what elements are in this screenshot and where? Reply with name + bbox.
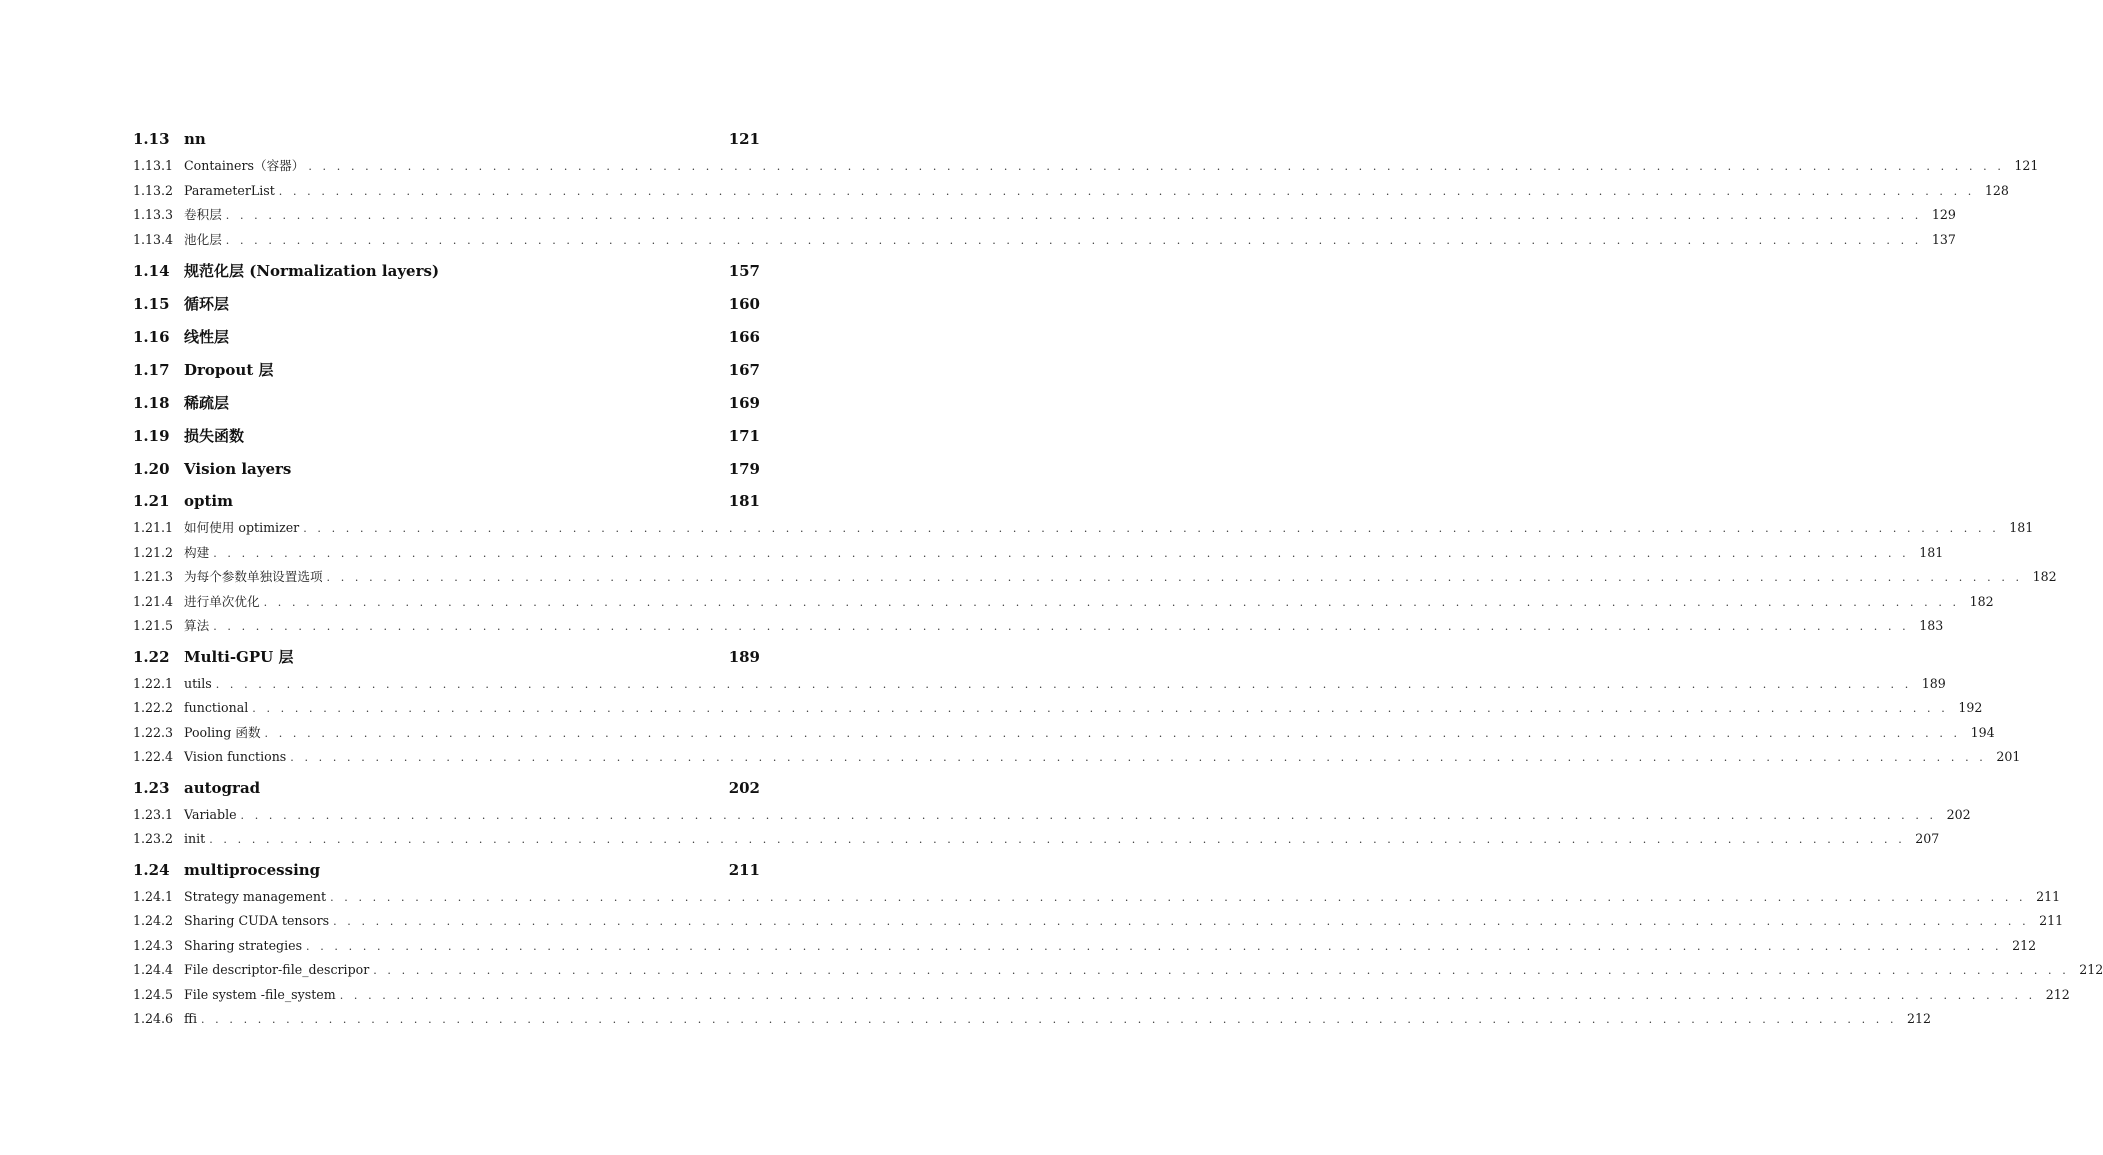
toc-section-number: 1.18 [133, 394, 170, 412]
toc-subsection-page-number: 194 [1970, 724, 1995, 740]
toc-dot-leader: . . . . . . . . . . . . . . . . . . . . . . . . . . . . . . . . . . . . . . . . . . . . . . . . . . . . . . . . . . . . . . . . . . . . . . . . . . . . . . . . . . . . . . . . . . . . . . . . . . . . . . . . . . . . . . . . . . . . . . . . [373, 964, 2070, 977]
toc-dot-leader: . . . . . . . . . . . . . . . . . . . . . . . . . . . . . . . . . . . . . . . . . . . . . . . . . . . . . . . . . . . . . . . . . . . . . . . . . . . . . . . . . . . . . . . . . . . . . . . . . . . . . . . . . . . . . . . . . . . . . . . . [326, 571, 2023, 584]
toc-subsection-entry[interactable] [133, 672, 1946, 697]
toc-section-entry[interactable] [133, 387, 760, 420]
toc-subsection-page-number: 207 [1915, 831, 1940, 846]
toc-section-entry[interactable] [133, 124, 760, 154]
toc-subsection-number: 1.21.1 [133, 520, 174, 535]
toc-subsection-entry[interactable] [133, 721, 1995, 746]
toc-subsection-entry[interactable] [133, 541, 1944, 566]
toc-subsection-entry[interactable] [133, 958, 2103, 983]
toc-section-entry[interactable] [133, 855, 760, 885]
toc-dot-leader: . . . . . . . . . . . . . . . . . . . . . . . . . . . . . . . . . . . . . . . . . . . . . . . . . . . . . . . . . . . . . . . . . . . . . . . . . . . . . . . . . . . . . . . . . . . . . . . . . . . . . . . . . . . . . . . . . . . . . . . . [339, 988, 2036, 1002]
toc-subsection-number: 1.13.2 [133, 182, 174, 198]
toc-dot-leader: . . . . . . . . . . . . . . . . . . . . . . . . . . . . . . . . . . . . . . . . . . . . . . . . . . . . . . . . . . . . . . . . . . . . . . . . . . . . . . . . . . . . . . . . . . . . . . . . . . . . . . . . . . . . . . . . . . . . . . . . [209, 833, 1906, 846]
toc-subsection-title: Containers（容器） [184, 158, 305, 173]
toc-subsection-title: File descriptor-file_descripor [184, 962, 370, 977]
toc-section-page-number: 189 [728, 647, 760, 666]
toc-subsection-title: functional [184, 700, 249, 715]
toc-section-title: autograd [184, 778, 261, 797]
toc-subsection-number: 1.24.3 [133, 937, 174, 953]
toc-section-entry[interactable] [133, 773, 760, 803]
toc-dot-leader: . . . . . . . . . . . . . . . . . . . . . . . . . . . . . . . . . . . . . . . . . . . . . . . . . . . . . . . . . . . . . . . . . . . . . . . . . . . . . . . . . . . . . . . . . . . . . . . . . . . . . . . . . . . . . . . . . . . . . . . . [225, 233, 1922, 247]
toc-section-title: optim [184, 492, 233, 510]
toc-subsection-title: Vision functions [184, 749, 287, 764]
toc-subsection-entry[interactable] [133, 154, 2039, 179]
toc-subsection-title: 卷积层 [184, 207, 222, 222]
toc-section-entry[interactable] [133, 288, 760, 321]
toc-section-title: 损失函数 [184, 427, 245, 445]
toc-subsection-number: 1.23.2 [133, 831, 174, 846]
toc-dot-leader: . . . . . . . . . . . . . . . . . . . . . . . . . . . . . . . . . . . . . . . . . . . . . . . . . . . . . . . . . . . . . . . . . . . . . . . . . . . . . . . . . . . . . . . . . . . . . . . . . . . . . . . . . . . . . . . . . . . . . . . . [263, 595, 1960, 609]
toc-subsection-number: 1.23.1 [133, 806, 174, 822]
toc-subsection-entry[interactable] [133, 983, 2070, 1008]
toc-subsection-entry[interactable] [133, 179, 2009, 204]
toc-subsection-number: 1.22.3 [133, 724, 174, 740]
toc-dot-leader: . . . . . . . . . . . . . . . . . . . . . . . . . . . . . . . . . . . . . . . . . . . . . . . . . . . . . . . . . . . . . . . . . . . . . . . . . . . . . . . . . . . . . . . . . . . . . . . . . . . . . . . . . . . . . . . . . . . . . . . . [290, 751, 1987, 764]
toc-section-page-number: 167 [728, 361, 760, 379]
toc-subsection-entry[interactable] [133, 885, 2061, 910]
toc-dot-leader: . . . . . . . . . . . . . . . . . . . . . . . . . . . . . . . . . . . . . . . . . . . . . . . . . . . . . . . . . . . . . . . . . . . . . . . . . . . . . . . . . . . . . . . . . . . . . . . . . . . . . . . . . . . . . . . . . . . . . . . . [330, 890, 2027, 904]
toc-subsection-page-number: 128 [1984, 182, 2009, 198]
toc-subsection-page-number: 212 [2012, 937, 2037, 953]
toc-subsection-number: 1.24.2 [133, 913, 174, 928]
toc-dot-leader: . . . . . . . . . . . . . . . . . . . . . . . . . . . . . . . . . . . . . . . . . . . . . . . . . . . . . . . . . . . . . . . . . . . . . . . . . . . . . . . . . . . . . . . . . . . . . . . . . . . . . . . . . . . . . . . . . . . . . . . . [308, 160, 2005, 173]
toc-section-entry[interactable] [133, 420, 760, 453]
toc-subsection-entry[interactable] [133, 516, 2034, 541]
toc-subsection-page-number: 212 [2045, 986, 2070, 1002]
toc-subsection-entry[interactable] [133, 803, 1971, 828]
toc-section-number: 1.16 [133, 328, 170, 346]
toc-subsection-number: 1.21.3 [133, 569, 174, 584]
toc-subsection-entry[interactable] [133, 565, 2057, 590]
toc-dot-leader: . . . . . . . . . . . . . . . . . . . . . . . . . . . . . . . . . . . . . . . . . . . . . . . . . . . . . . . . . . . . . . . . . . . . . . . . . . . . . . . . . . . . . . . . . . . . . . . . . . . . . . . . . . . . . . . . . . . . . . . . [213, 620, 1910, 633]
toc-subsection-entry[interactable] [133, 934, 2037, 959]
toc-subsection-page-number: 189 [1921, 675, 1946, 691]
toc-dot-leader: . . . . . . . . . . . . . . . . . . . . . . . . . . . . . . . . . . . . . . . . . . . . . . . . . . . . . . . . . . . . . . . . . . . . . . . . . . . . . . . . . . . . . . . . . . . . . . . . . . . . . . . . . . . . . . . . . . . . . . . . [215, 677, 1912, 691]
toc-subsection-title: 进行单次优化 [184, 593, 260, 609]
toc-subsection-number: 1.24.6 [133, 1011, 174, 1026]
toc-section-entry[interactable] [133, 321, 760, 354]
toc-subsection-entry[interactable] [133, 590, 1994, 615]
toc-dot-leader: . . . . . . . . . . . . . . . . . . . . . . . . . . . . . . . . . . . . . . . . . . . . . . . . . . . . . . . . . . . . . . . . . . . . . . . . . . . . . . . . . . . . . . . . . . . . . . . . . . . . . . . . . . . . . . . . . . . . . . . . [278, 184, 1975, 198]
toc-subsection-page-number: 129 [1931, 207, 1956, 222]
toc-dot-leader: . . . . . . . . . . . . . . . . . . . . . . . . . . . . . . . . . . . . . . . . . . . . . . . . . . . . . . . . . . . . . . . . . . . . . . . . . . . . . . . . . . . . . . . . . . . . . . . . . . . . . . . . . . . . . . . . . . . . . . . . [213, 546, 1910, 560]
toc-dot-leader: . . . . . . . . . . . . . . . . . . . . . . . . . . . . . . . . . . . . . . . . . . . . . . . . . . . . . . . . . . . . . . . . . . . . . . . . . . . . . . . . . . . . . . . . . . . . . . . . . . . . . . . . . . . . . . . . . . . . . . . . [225, 209, 1922, 222]
toc-dot-leader: . . . . . . . . . . . . . . . . . . . . . . . . . . . . . . . . . . . . . . . . . . . . . . . . . . . . . . . . . . . . . . . . . . . . . . . . . . . . . . . . . . . . . . . . . . . . . . . . . . . . . . . . . . . . . . . . . . . . . . . . [303, 522, 2000, 535]
toc-section-page-number: 211 [728, 860, 760, 879]
toc-section-number: 1.19 [133, 427, 170, 445]
toc-section-title: 规范化层 (Normalization layers) [184, 262, 440, 280]
toc-subsection-entry[interactable] [133, 696, 1983, 721]
toc-subsection-page-number: 182 [1969, 593, 1994, 609]
toc-subsection-entry[interactable] [133, 203, 1956, 228]
toc-subsection-title: 构建 [184, 544, 210, 560]
toc-subsection-page-number: 201 [1996, 749, 2021, 764]
toc-section-page-number: 181 [728, 492, 760, 510]
toc-subsection-number: 1.24.4 [133, 962, 174, 977]
toc-subsection-page-number: 211 [2036, 888, 2061, 904]
toc-subsection-number: 1.13.1 [133, 158, 174, 173]
toc-section-title: 稀疏层 [184, 394, 230, 412]
toc-subsection-page-number: 181 [1919, 544, 1944, 560]
toc-subsection-page-number: 212 [2079, 962, 2103, 977]
toc-subsection-entry[interactable] [133, 909, 2064, 934]
toc-subsection-title: 如何使用 optimizer [184, 520, 300, 535]
toc-subsection-page-number: 211 [2039, 913, 2064, 928]
toc-subsection-number: 1.22.1 [133, 675, 174, 691]
toc-section-page-number: 202 [728, 778, 760, 797]
toc-section-title: Dropout 层 [184, 361, 274, 379]
toc-subsection-page-number: 192 [1958, 700, 1983, 715]
toc-section-number: 1.23 [133, 778, 170, 797]
toc-subsection-title: File system -file_system [184, 986, 336, 1002]
toc-section-page-number: 171 [728, 427, 760, 445]
toc-subsection-entry[interactable] [133, 745, 2021, 770]
toc-section-entry[interactable] [133, 255, 760, 288]
toc-dot-leader: . . . . . . . . . . . . . . . . . . . . . . . . . . . . . . . . . . . . . . . . . . . . . . . . . . . . . . . . . . . . . . . . . . . . . . . . . . . . . . . . . . . . . . . . . . . . . . . . . . . . . . . . . . . . . . . . . . . . . . . . [200, 1013, 1898, 1026]
toc-subsection-title: Sharing strategies [184, 937, 303, 953]
toc-subsection-title: Sharing CUDA tensors [184, 913, 330, 928]
toc-dot-leader: . . . . . . . . . . . . . . . . . . . . . . . . . . . . . . . . . . . . . . . . . . . . . . . . . . . . . . . . . . . . . . . . . . . . . . . . . . . . . . . . . . . . . . . . . . . . . . . . . . . . . . . . . . . . . . . . . . . . . . . . [333, 915, 2030, 928]
toc-section-page-number: 157 [728, 262, 760, 280]
toc-section-number: 1.20 [133, 460, 170, 478]
toc-section-number: 1.22 [133, 647, 170, 666]
toc-section-title: nn [184, 130, 206, 148]
toc-section-title: Multi-GPU 层 [184, 647, 294, 666]
toc-subsection-title: Strategy management [184, 888, 327, 904]
toc-subsection-title: Variable [184, 806, 237, 822]
toc-subsection-entry[interactable] [133, 614, 1944, 639]
toc-subsection-title: 为每个参数单独设置选项 [184, 569, 323, 584]
toc-section-entry[interactable] [133, 642, 760, 672]
toc-subsection-title: ParameterList [184, 182, 275, 198]
toc-section-entry[interactable] [133, 486, 760, 516]
toc-subsection-page-number: 212 [1907, 1011, 1932, 1026]
toc-subsection-number: 1.21.2 [133, 544, 174, 560]
toc-subsection-number: 1.13.4 [133, 231, 174, 247]
toc-dot-leader: . . . . . . . . . . . . . . . . . . . . . . . . . . . . . . . . . . . . . . . . . . . . . . . . . . . . . . . . . . . . . . . . . . . . . . . . . . . . . . . . . . . . . . . . . . . . . . . . . . . . . . . . . . . . . . . . . . . . . . . . [240, 808, 1937, 822]
toc-subsection-number: 1.24.1 [133, 888, 174, 904]
toc-section-number: 1.13 [133, 130, 170, 148]
toc-subsection-number: 1.21.5 [133, 618, 174, 633]
toc-section-number: 1.15 [133, 295, 170, 313]
toc-subsection-page-number: 137 [1931, 231, 1956, 247]
toc-section-title: 循环层 [184, 295, 230, 313]
toc-section-number: 1.17 [133, 361, 170, 379]
toc-dot-leader: . . . . . . . . . . . . . . . . . . . . . . . . . . . . . . . . . . . . . . . . . . . . . . . . . . . . . . . . . . . . . . . . . . . . . . . . . . . . . . . . . . . . . . . . . . . . . . . . . . . . . . . . . . . . . . . . . . . . . . . . [264, 726, 1961, 740]
toc-section-number: 1.24 [133, 860, 170, 879]
toc-section-entry[interactable] [133, 453, 760, 486]
toc-subsection-entry[interactable] [133, 1007, 1932, 1032]
toc-subsection-page-number: 121 [2014, 158, 2039, 173]
toc-subsection-title: ffi [184, 1011, 197, 1026]
toc-subsection-number: 1.13.3 [133, 207, 174, 222]
toc-section-page-number: 160 [728, 295, 760, 313]
toc-section-title: Vision layers [184, 460, 292, 478]
toc-section-page-number: 179 [728, 460, 760, 478]
toc-section-title: 线性层 [184, 328, 230, 346]
toc-subsection-number: 1.22.4 [133, 749, 174, 764]
toc-section-title: multiprocessing [184, 860, 321, 879]
toc-section-page-number: 166 [728, 328, 760, 346]
toc-subsection-title: utils [184, 675, 212, 691]
toc-subsection-page-number: 183 [1919, 618, 1944, 633]
toc-subsection-page-number: 182 [2032, 569, 2057, 584]
toc-subsection-page-number: 181 [2009, 520, 2034, 535]
toc-section-number: 1.14 [133, 262, 170, 280]
toc-section-page-number: 169 [728, 394, 760, 412]
toc-subsection-page-number: 202 [1946, 806, 1971, 822]
toc-subsection-entry[interactable] [133, 228, 1956, 253]
toc-subsection-title: Pooling 函数 [184, 724, 261, 740]
toc-dot-leader: . . . . . . . . . . . . . . . . . . . . . . . . . . . . . . . . . . . . . . . . . . . . . . . . . . . . . . . . . . . . . . . . . . . . . . . . . . . . . . . . . . . . . . . . . . . . . . . . . . . . . . . . . . . . . . . . . . . . . . . . [252, 702, 1949, 715]
toc-section-number: 1.21 [133, 492, 170, 510]
toc-subsection-entry[interactable] [133, 827, 1940, 852]
table-of-contents [133, 124, 2103, 1032]
toc-subsection-title: init [184, 831, 206, 846]
toc-section-entry[interactable] [133, 354, 760, 387]
toc-dot-leader: . . . . . . . . . . . . . . . . . . . . . . . . . . . . . . . . . . . . . . . . . . . . . . . . . . . . . . . . . . . . . . . . . . . . . . . . . . . . . . . . . . . . . . . . . . . . . . . . . . . . . . . . . . . . . . . . . . . . . . . . [306, 939, 2003, 953]
toc-subsection-number: 1.24.5 [133, 986, 174, 1002]
toc-subsection-number: 1.21.4 [133, 593, 174, 609]
toc-subsection-number: 1.22.2 [133, 700, 174, 715]
toc-subsection-title: 算法 [184, 618, 210, 633]
toc-section-page-number: 121 [728, 130, 760, 148]
toc-subsection-title: 池化层 [184, 231, 222, 247]
